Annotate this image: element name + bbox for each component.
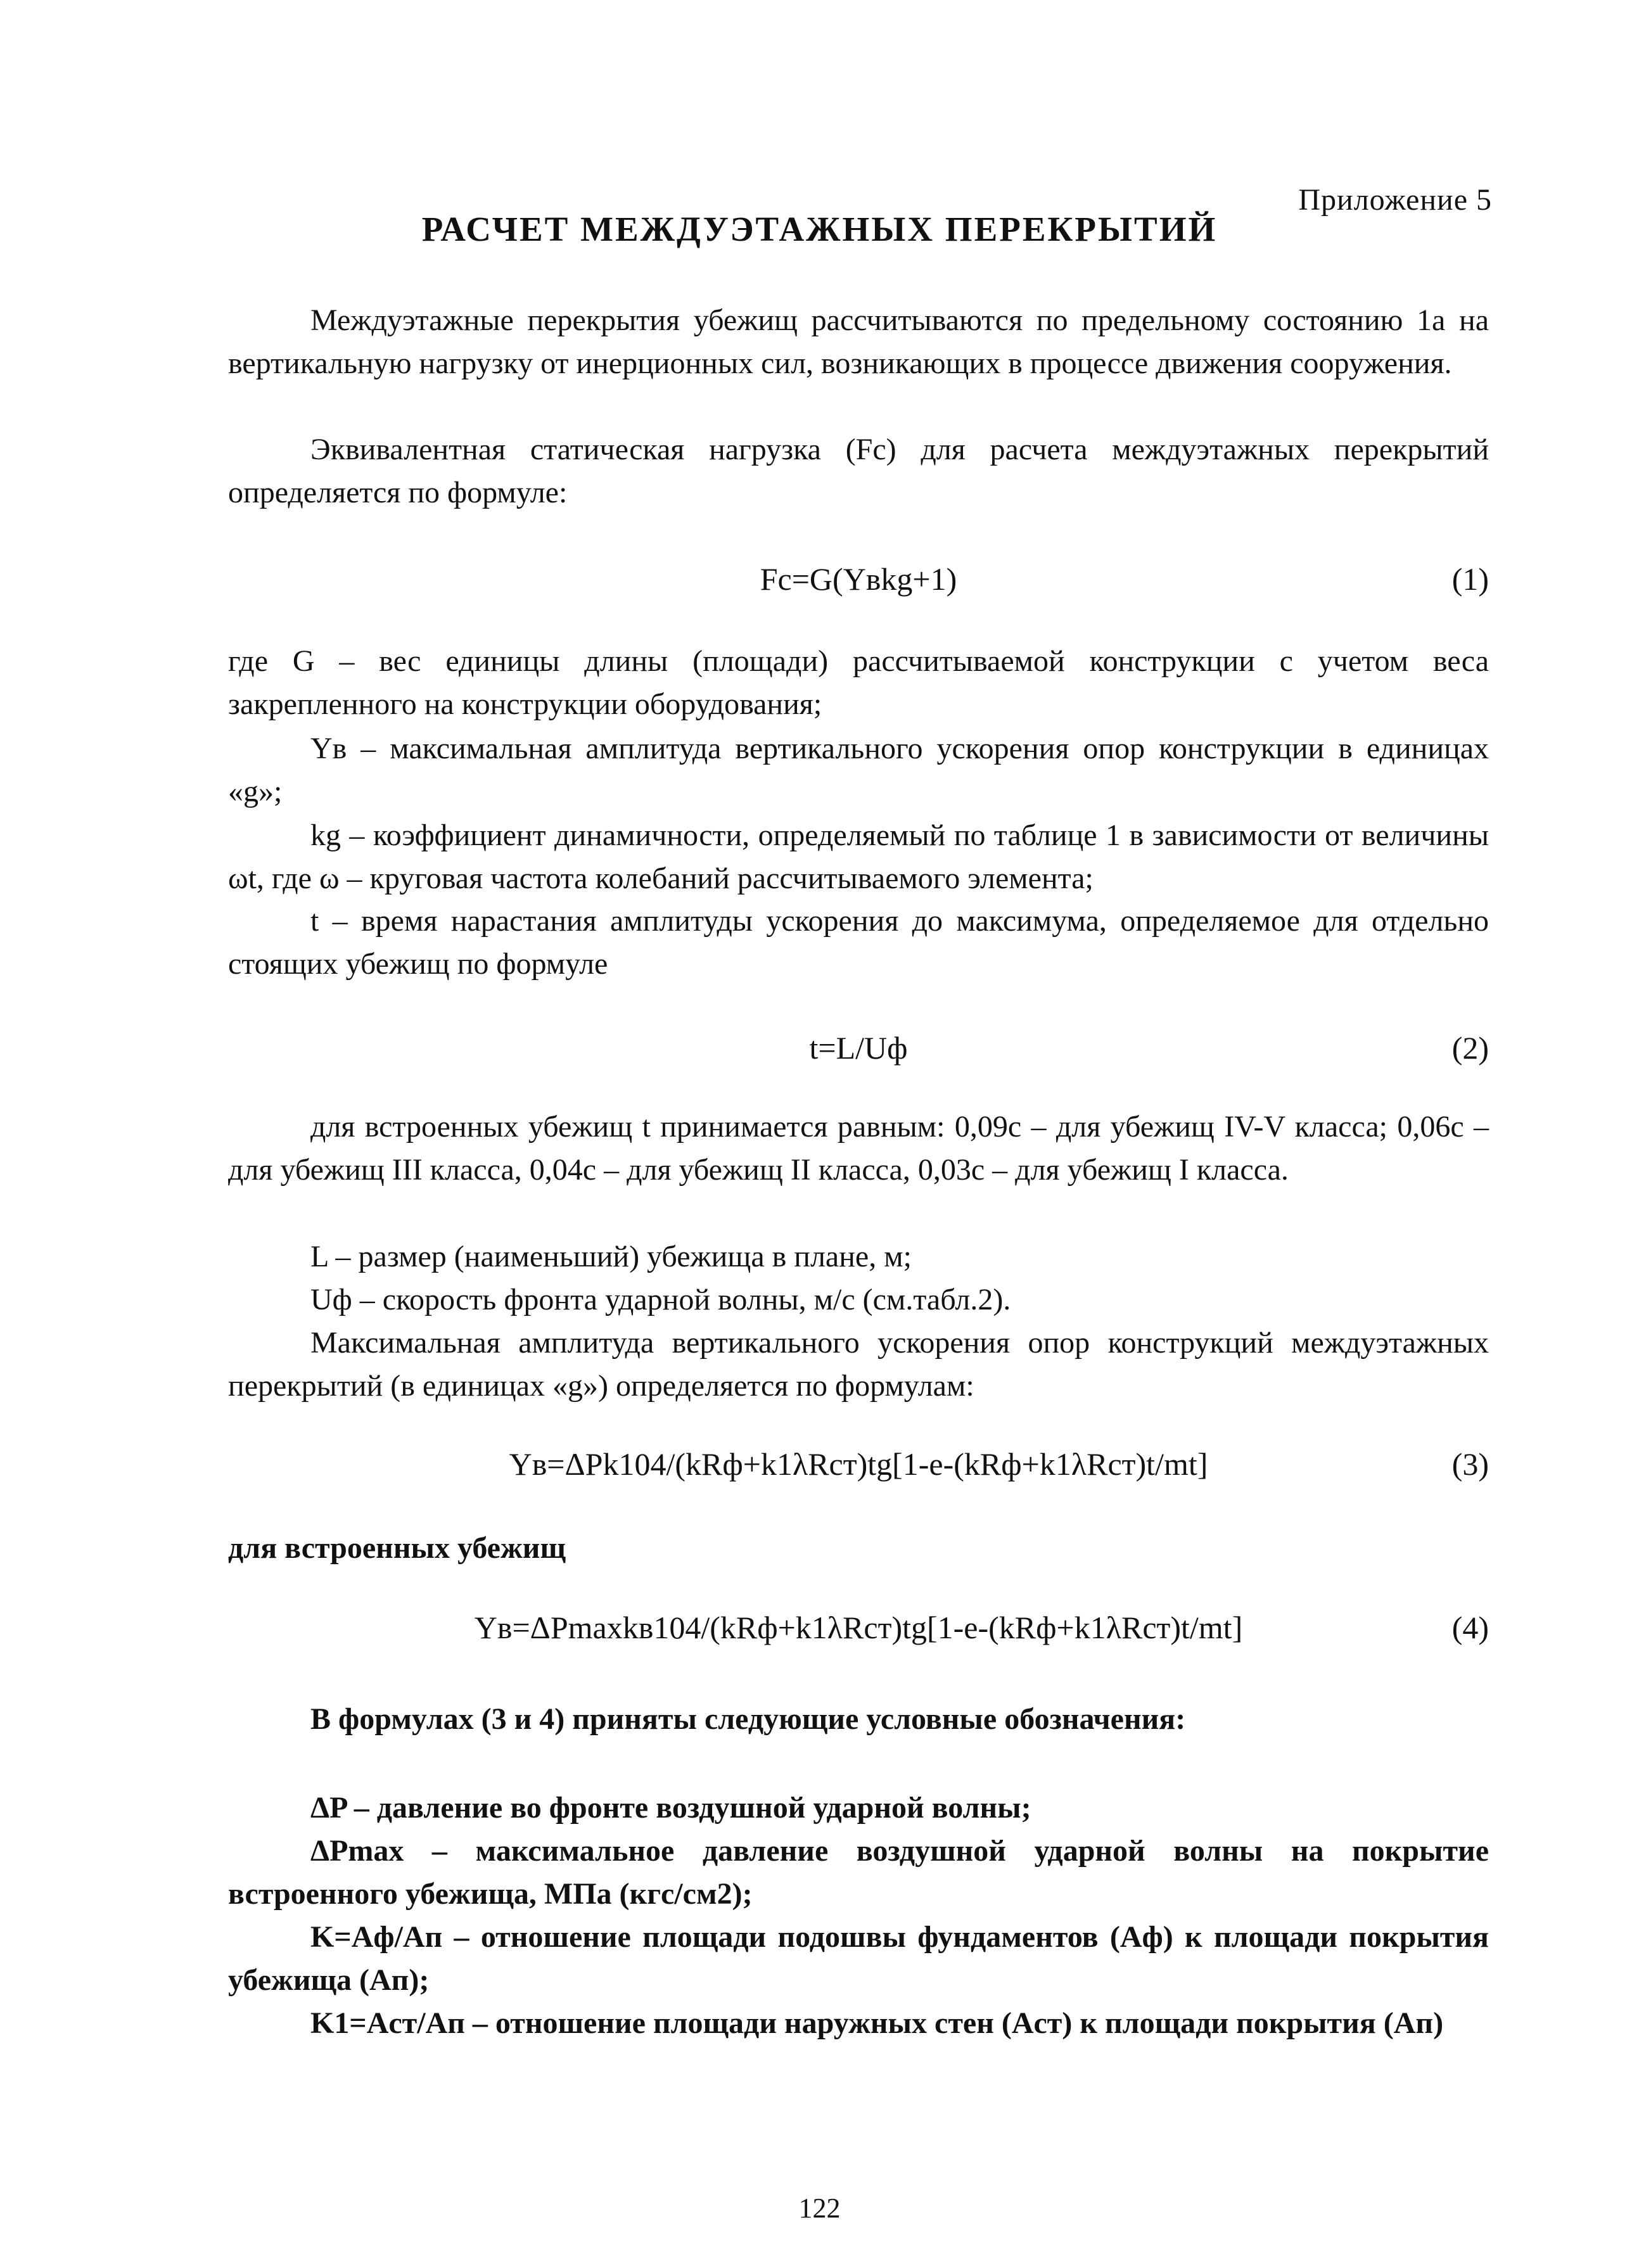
paragraph-k: K=Aф/Aп – отношение площади подошвы фундаментов (Aф) к площади покрытия убежища (Aп); [228, 1920, 1489, 1997]
paragraph-uf: Uф – скорость фронта ударной волны, м/с (см.табл.2). [310, 1283, 1011, 1316]
formula-3 [228, 1446, 1489, 1490]
paragraph-k1: K1=Aст/Aп – отношение площади наружных стен (Aст) к площади покрытия (Aп) [310, 2006, 1444, 2040]
paragraph-delta-p: ΔP – давление во фронте воздушной ударной волны; [310, 1791, 1031, 1825]
paragraph-builtin-shelters: для встроенных убежищ [228, 1531, 566, 1565]
paragraph-t: t – время нарастания амплитуды ускорения до максимума, определяемое для отдельно стоящих убежищ по формуле [228, 904, 1489, 981]
formula-2-expression: t=L/Uф [809, 1030, 908, 1066]
formula-1 [228, 561, 1489, 605]
formula-2-number: (2) [1451, 1030, 1489, 1066]
formula-4 [228, 1609, 1489, 1653]
formula-4-number: (4) [1451, 1610, 1489, 1645]
paragraph-builtin-t: для встроенных убежищ t принимается равным: 0,09с – для убежищ IV-V класса; 0,06с – для убежищ III класса, 0,04с – для убежищ II класса, 0,03с – для убежищ I класса. [228, 1110, 1489, 1187]
paragraph-delta-pmax: ΔPmax – максимальное давление воздушной ударной волны на покрытие встроенного убежища, МПа (кгс/см2); [228, 1834, 1489, 1911]
formula-1-expression: Fc=G(Yвkg+1) [760, 561, 957, 597]
formula-4-expression: Yв=ΔPmaxkв104/(kRф+k1λRст)tg[1-e-(kRф+k1λRст)t/mt] [474, 1610, 1243, 1645]
formula-2 [228, 1029, 1489, 1074]
paragraph-intro: Междуэтажные перекрытия убежищ рассчитываются по предельному состоянию 1а на вертикальную нагрузку от инерционных сил, возникающих в процессе движения сооружения. [228, 303, 1489, 380]
paragraph-equivalent-load: Эквивалентная статическая нагрузка (Fc) для расчета междуэтажных перекрытий определяется по формуле: [228, 433, 1489, 509]
formula-1-number: (1) [1451, 561, 1489, 597]
appendix-label: Приложение 5 [1298, 183, 1492, 217]
formula-3-number: (3) [1451, 1446, 1489, 1482]
paragraph-kg: kg – коэффициент динамичности, определяемый по таблице 1 в зависимости от величины ωt, где ω – круговая частота колебаний рассчитываемого элемента; [228, 819, 1489, 895]
paragraph-yv: Yв – максимальная амплитуда вертикального ускорения опор конструкции в единицах «g»; [228, 732, 1489, 808]
paragraph-where-g: где G – вес единицы длины (площади) рассчитываемой конструкции с учетом веса закрепленного на конструкции оборудования; [228, 644, 1489, 721]
paragraph-notation-heading: В формулах (3 и 4) приняты следующие условные обозначения: [310, 1702, 1186, 1736]
paragraph-l: L – размер (наименьший) убежища в плане, м; [310, 1240, 912, 1273]
formula-3-expression: Yв=ΔPk104/(kRф+k1λRст)tg[1-e-(kRф+k1λRст)t/mt] [509, 1446, 1208, 1482]
paragraph-max-amplitude: Максимальная амплитуда вертикального ускорения опор конструкций междуэтажных перекрытий (в единицах «g») определяется по формулам: [228, 1326, 1489, 1403]
page-title: РАСЧЕТ МЕЖДУЭТАЖНЫХ ПЕРЕКРЫТИЙ [421, 210, 1218, 248]
page-number: 122 [798, 2193, 841, 2224]
